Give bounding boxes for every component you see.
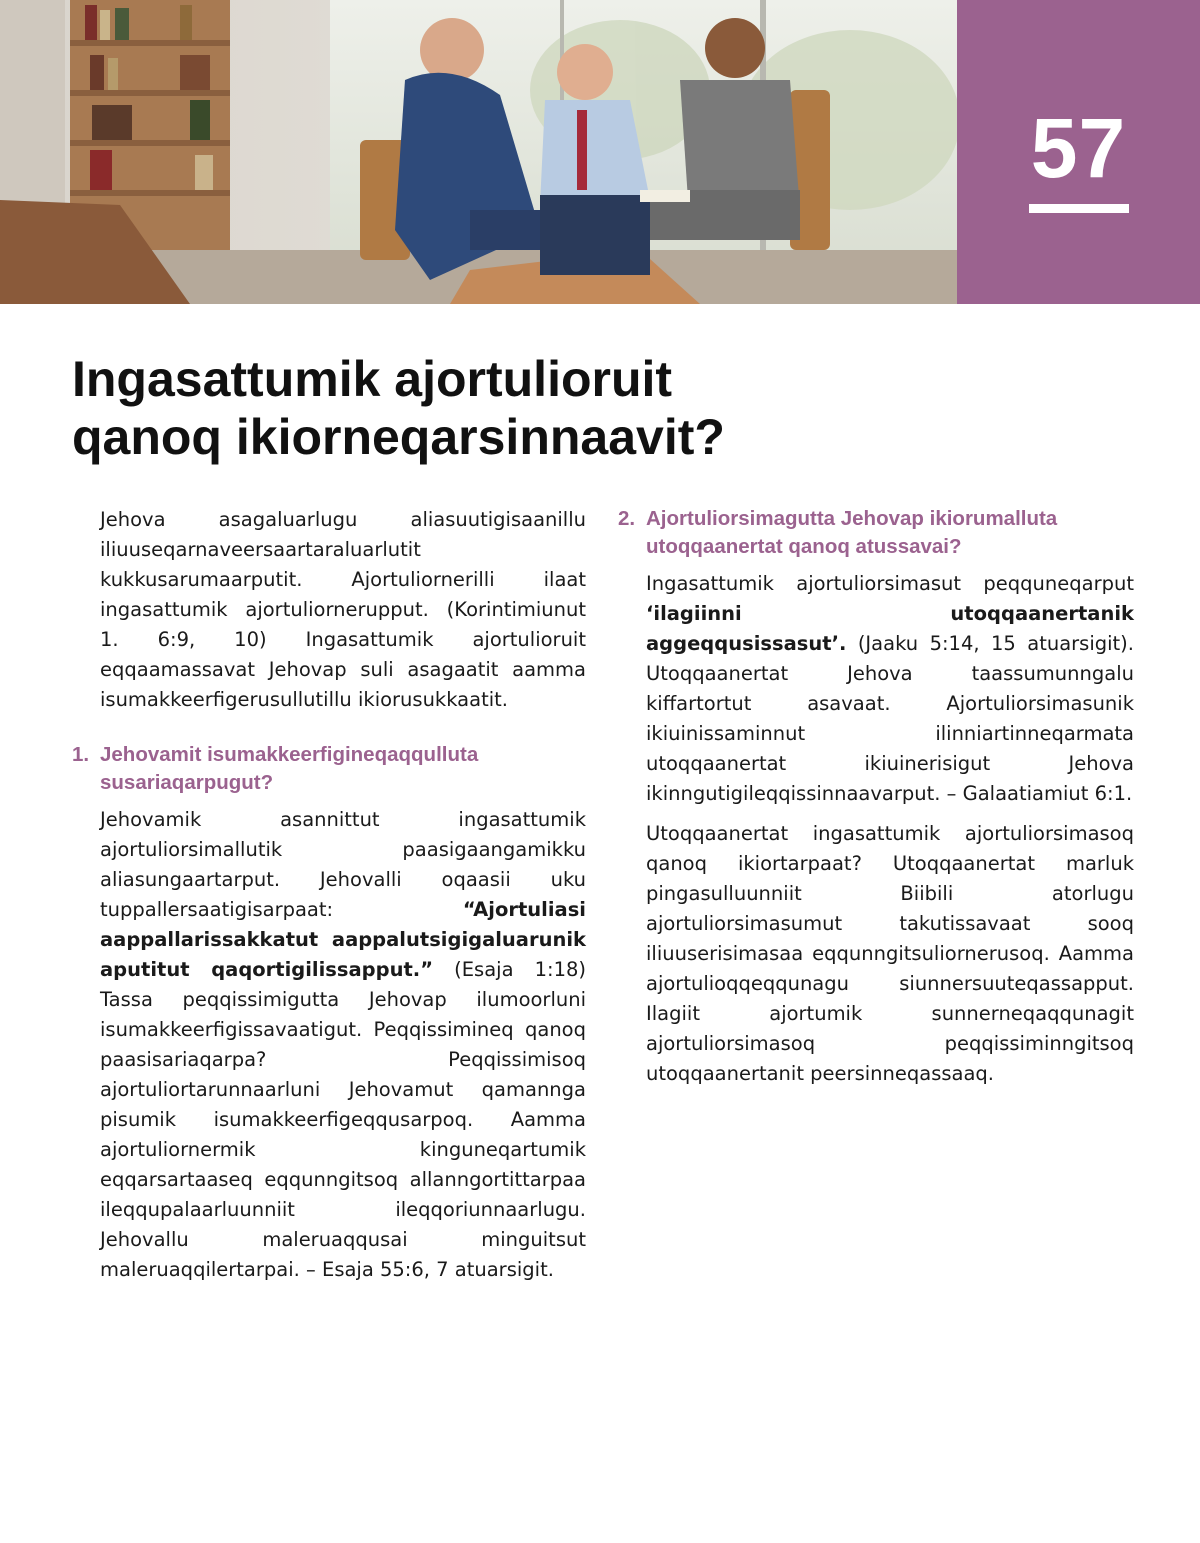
section-2-number: 2. [618, 507, 636, 530]
left-column [72, 505, 586, 1295]
title-line-2: qanoq ikiorneqarsinnaavit? [72, 409, 725, 465]
lesson-number-underline [1029, 204, 1129, 213]
page-title [72, 350, 972, 466]
section-1-heading-text: Jehovamit isumakkeerfigineqaqqulluta susariaqarpugut? [100, 743, 479, 794]
section-1-number: 1. [72, 743, 90, 766]
section-2-text-b: (Jaaku 5:14, 15 atuarsigit). Utoqqaanertat Jehova taassumunngalu kiffartortut asavaat. Ajortuliorsimasunik ikiuinissaminnut ilinniartinneqarmata utoqqaanertat ikiuinerisigut Jehova ikinngutigileqqissinnaavarput. – Galaatiamiut 6:1. [646, 632, 1134, 805]
hero-photo [0, 0, 957, 304]
section-2-quote: ‘ilagiinni utoqqaanertanik aggeqqusissasut’. [646, 602, 1134, 655]
section-2-heading-text: Ajortuliorsimagutta Jehovap ikiorumalluta utoqqaanertat qanoq atussavai? [646, 507, 1058, 558]
right-column [618, 505, 1134, 1099]
section-1-paragraph [100, 805, 586, 1285]
intro-paragraph: Jehova asagaluarlugu aliasuutigisaanillu iliuuseqarnaveersaartaraluarlutit kukkusarumaarputit. Ajortuliornerilli ilaat ingasattumik ajortuliornerupput. (Korintimiunut 1. 6:9, 10) Ingasattumik ajortulioruit eqqaamassavat Jehovap suli asagaatit aamma isumakkeerfigerusullutillu ikiorusukkaatit. [100, 508, 586, 711]
section-1-quote: “Ajortuliasi aappallarissakkatut aappalutsigigaluarunik aputitut qaqortigilissapput.” [100, 898, 586, 981]
title-line-1: Ingasattumik ajortulioruit [72, 351, 673, 407]
lesson-number: 57 [1030, 101, 1127, 195]
section-2-paragraph-1 [646, 569, 1134, 809]
photo-men-consoling [0, 0, 957, 304]
section-1-text-b: (Esaja 1:18) Tassa peqqissimigutta Jehovap ilumoorluni isumakkeerfigissavaatigut. Peqqissimineq qanoq paasisariaqarpa? Peqqissimisoq ajortuliortarunnaarluni Jehovamut qamannga pisumik isumakkeerfigeqqusarpoq. Aamma ajortuliornermik kinguneqartumik eqqarsartaaseq eqqunngitsoq allanngortittarpaa ileqqupalaarluunniit ileqqoriunnaarlugu. Jehovallu maleruaqqusai minguitsut maleruaqqilertarpai. – Esaja 55:6, 7 atuarsigit. [100, 958, 586, 1281]
section-1-heading [72, 741, 586, 797]
section-2-text-a: Ingasattumik ajortuliorsimasut peqquneqarput [646, 572, 1134, 595]
section-2-heading [618, 505, 1134, 561]
lesson-number-block [957, 0, 1200, 304]
section-2-paragraph-2: Utoqqaanertat ingasattumik ajortuliorsimasoq qanoq ikiortarpaat? Utoqqaanertat marluk pingasulluunniit Biibili atorlugu ajortuliorsimasumut takutissavaat sooq iliuuserisimasaa eqqunngitsuliornerusoq. Aamma ajortulioqqeqqunagu siunnersuuteqassapput. Ilagiit ajortumik sunnerneqaqqunagit ajortuliorsimasoq peqqissiminngitsoq utoqqaanertanit peersinneqassaaq. [646, 822, 1134, 1085]
section-1-text-a: Jehovamik asannittut ingasattumik ajortuliorsimallutik paasigaangamikku aliasungaartarput. Jehovalli oqaasii uku tuppallersaatigisarpaat: [100, 808, 586, 921]
